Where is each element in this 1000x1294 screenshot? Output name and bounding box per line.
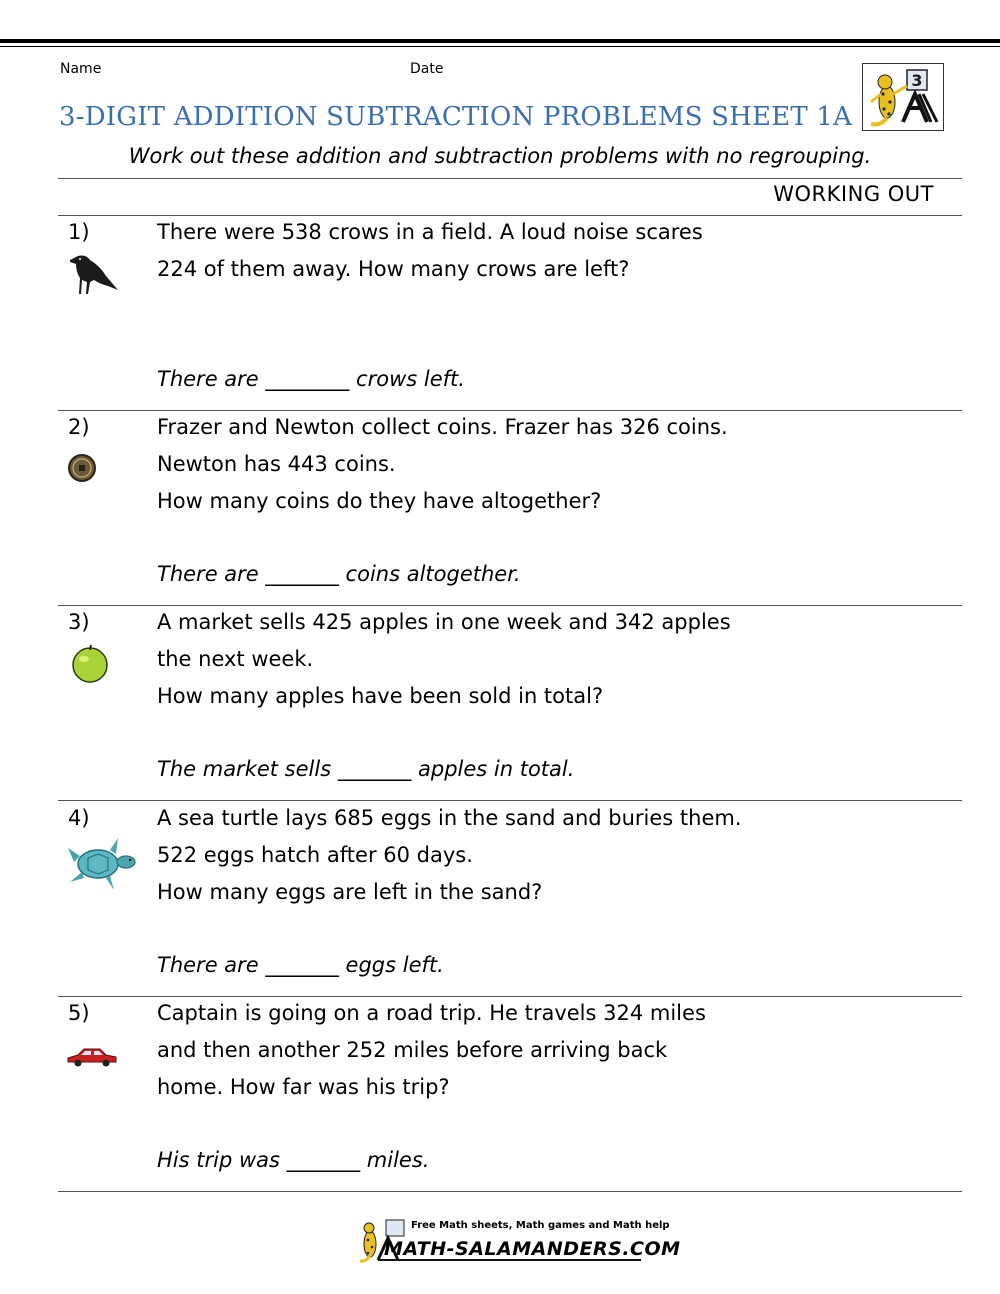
footer-site-link[interactable]: MATH-SALAMANDERS.COM — [384, 1238, 681, 1260]
answer-sentence: There are _______ eggs left. — [157, 953, 444, 977]
date-label: Date — [410, 61, 444, 77]
crow-icon — [66, 250, 120, 304]
answer-sentence: There are _______ coins altogether. — [157, 562, 521, 586]
problem-text-line: How many eggs are left in the sand? — [157, 880, 543, 904]
footer-tagline: Free Math sheets, Math games and Math help — [411, 1220, 670, 1231]
divider — [58, 605, 962, 606]
answer-sentence: There are ________ crows left. — [157, 367, 465, 391]
car-icon — [66, 1046, 118, 1072]
problem-text-line: Frazer and Newton collect coins. Frazer has 326 coins. — [157, 415, 728, 439]
divider — [58, 1191, 962, 1192]
problem-text-line: and then another 252 miles before arriving back — [157, 1038, 668, 1062]
answer-sentence: The market sells _______ apples in total. — [157, 757, 575, 781]
top-rule — [0, 39, 1000, 43]
divider — [58, 996, 962, 997]
divider — [58, 215, 962, 216]
apple-icon — [70, 644, 110, 688]
problem-number: 4) — [68, 806, 90, 830]
problem-number: 2) — [68, 415, 90, 439]
problem-text-line: How many coins do they have altogether? — [157, 489, 602, 513]
page-title: 3-DIGIT ADDITION SUBTRACTION PROBLEMS SHEET 1A — [59, 102, 853, 132]
divider — [58, 410, 962, 411]
page-subtitle: Work out these addition and subtraction problems with no regrouping. — [128, 144, 872, 168]
name-label: Name — [60, 61, 102, 77]
problem-text-line: There were 538 crows in a field. A loud noise scares — [157, 220, 703, 244]
problem-text-line: How many apples have been sold in total? — [157, 684, 604, 708]
problem-text-line: 224 of them away. How many crows are left? — [157, 257, 630, 281]
divider — [58, 178, 962, 179]
logo-grade-number: 3 — [911, 71, 923, 90]
problem-text-line: home. How far was his trip? — [157, 1075, 450, 1099]
working-out-label: WORKING OUT — [773, 182, 934, 206]
problem-number: 5) — [68, 1001, 90, 1025]
top-rule-thin — [0, 46, 1000, 47]
problem-text-line: A market sells 425 apples in one week and 342 apples — [157, 610, 731, 634]
problem-text-line: A sea turtle lays 685 eggs in the sand and buries them. — [157, 806, 742, 830]
sea-turtle-icon — [66, 836, 140, 896]
salamander-logo — [862, 63, 944, 131]
coin-icon — [67, 453, 97, 487]
problem-text-line: the next week. — [157, 647, 314, 671]
problem-number: 3) — [68, 610, 90, 634]
divider — [58, 800, 962, 801]
problem-number: 1) — [68, 220, 90, 244]
problem-text-line: Newton has 443 coins. — [157, 452, 396, 476]
salamander-logo-icon — [863, 64, 943, 130]
problem-text-line: 522 eggs hatch after 60 days. — [157, 843, 473, 867]
problem-text-line: Captain is going on a road trip. He travels 324 miles — [157, 1001, 706, 1025]
answer-sentence: His trip was _______ miles. — [157, 1148, 430, 1172]
